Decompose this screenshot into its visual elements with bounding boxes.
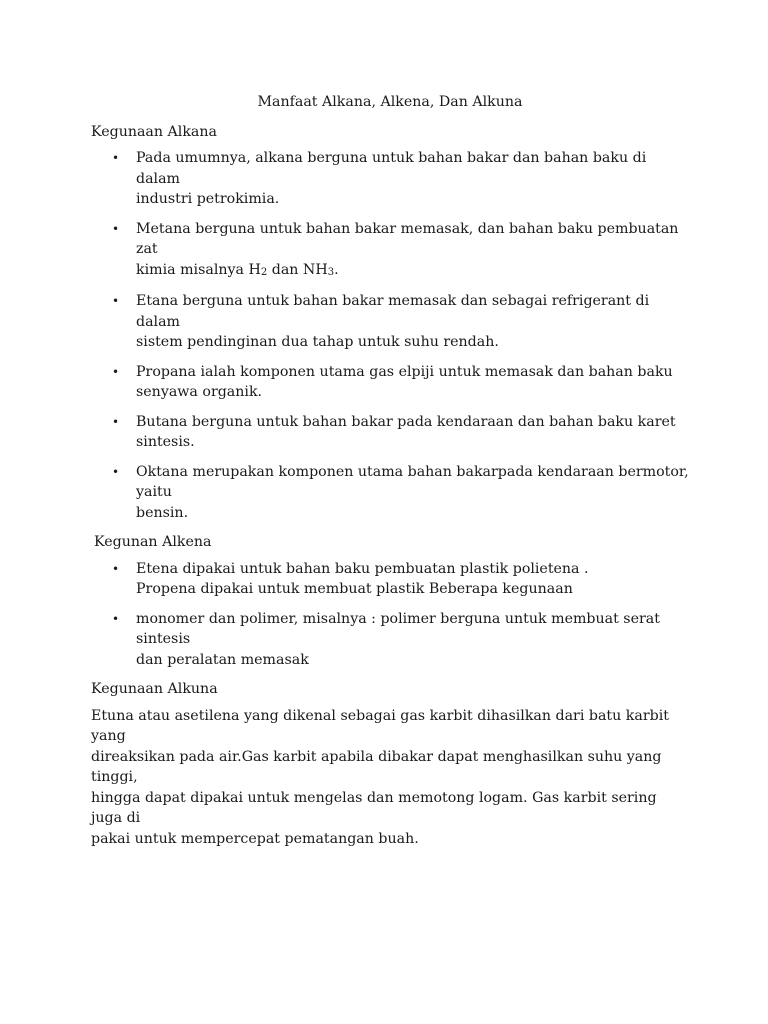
bullet-icon: •: [112, 364, 120, 379]
list-item: [91, 412, 689, 453]
list-item-line: Metana berguna untuk bahan bakar memasak, dan bahan baku pembuatan zat: [136, 220, 679, 257]
list-item-line: Pada umumnya, alkana berguna untuk bahan bakar dan bahan baku di dalam: [136, 150, 647, 187]
list-item: [91, 148, 689, 210]
section-heading-alkuna: Kegunaan Alkuna: [91, 681, 218, 697]
list-item: [91, 362, 689, 403]
bullet-icon: •: [112, 221, 120, 236]
list-item: [91, 291, 689, 353]
formula-prefix: kimia misalnya H: [136, 261, 261, 278]
list-item: [91, 609, 689, 671]
bullet-icon: •: [112, 561, 120, 576]
formula-subscript-nh3: 3: [327, 266, 335, 278]
list-item-line: Propana ialah komponen utama gas elpiji untuk memasak dan bahan baku: [136, 363, 673, 380]
list-item-line: Butana berguna untuk bahan bakar pada kendaraan dan bahan baku karet sintesis.: [136, 413, 676, 450]
alkana-list: [91, 148, 689, 523]
list-item: [91, 559, 689, 600]
bullet-icon: •: [112, 294, 120, 308]
list-item-line: Oktana merupakan komponen utama bahan bakarpada kendaraan bermotor, yaitu: [136, 463, 689, 500]
paragraph-line: pakai untuk mempercepat pematangan buah.: [91, 830, 419, 847]
list-item-line: Etena dipakai untuk bahan baku pembuatan plastik polietena .: [136, 560, 589, 577]
section-heading-alkana: Kegunaan Alkana: [91, 123, 217, 140]
list-item-line: dan peralatan memasak: [136, 651, 309, 668]
formula-suffix: .: [334, 261, 339, 278]
list-item-formula-line: [136, 260, 689, 283]
paragraph-line: hingga dapat dipakai untuk mengelas dan memotong logam. Gas karbit sering juga di: [91, 789, 657, 826]
list-item: [91, 462, 689, 524]
formula-subscript-h2: 2: [260, 266, 268, 278]
list-item-line: sistem pendinginan dua tahap untuk suhu rendah.: [136, 334, 499, 350]
document-title: Manfaat Alkana, Alkena, Dan Alkuna: [257, 94, 523, 110]
list-item-line: senyawa organik.: [136, 384, 263, 400]
list-item-line: industri petrokimia.: [136, 191, 280, 207]
paragraph-line: direaksikan pada air.Gas karbit apabila dibakar dapat menghasilkan suhu yang tinggi,: [91, 748, 662, 785]
list-item-line: monomer dan polimer, misalnya : polimer berguna untuk membuat serat sintesis: [136, 610, 660, 647]
bullet-icon: •: [112, 464, 120, 479]
list-item-line: Propena dipakai untuk membuat plastik Beberapa kegunaan: [136, 581, 573, 597]
bullet-icon: •: [112, 151, 120, 165]
paragraph-line: Etuna atau asetilena yang dikenal sebagai gas karbit dihasilkan dari batu karbit yang: [91, 707, 669, 744]
alkuna-paragraph: [91, 706, 689, 850]
alkena-list: [91, 559, 689, 671]
list-item-line: Etana berguna untuk bahan bakar memasak dan sebagai refrigerant di dalam: [136, 293, 650, 330]
bullet-icon: •: [112, 414, 120, 429]
section-heading-alkena: Kegunan Alkena: [94, 534, 212, 550]
formula-middle: dan NH: [267, 261, 328, 278]
list-item: [91, 219, 689, 283]
bullet-icon: •: [112, 611, 120, 626]
list-item-line: bensin.: [136, 504, 189, 521]
document-content: [91, 92, 689, 849]
